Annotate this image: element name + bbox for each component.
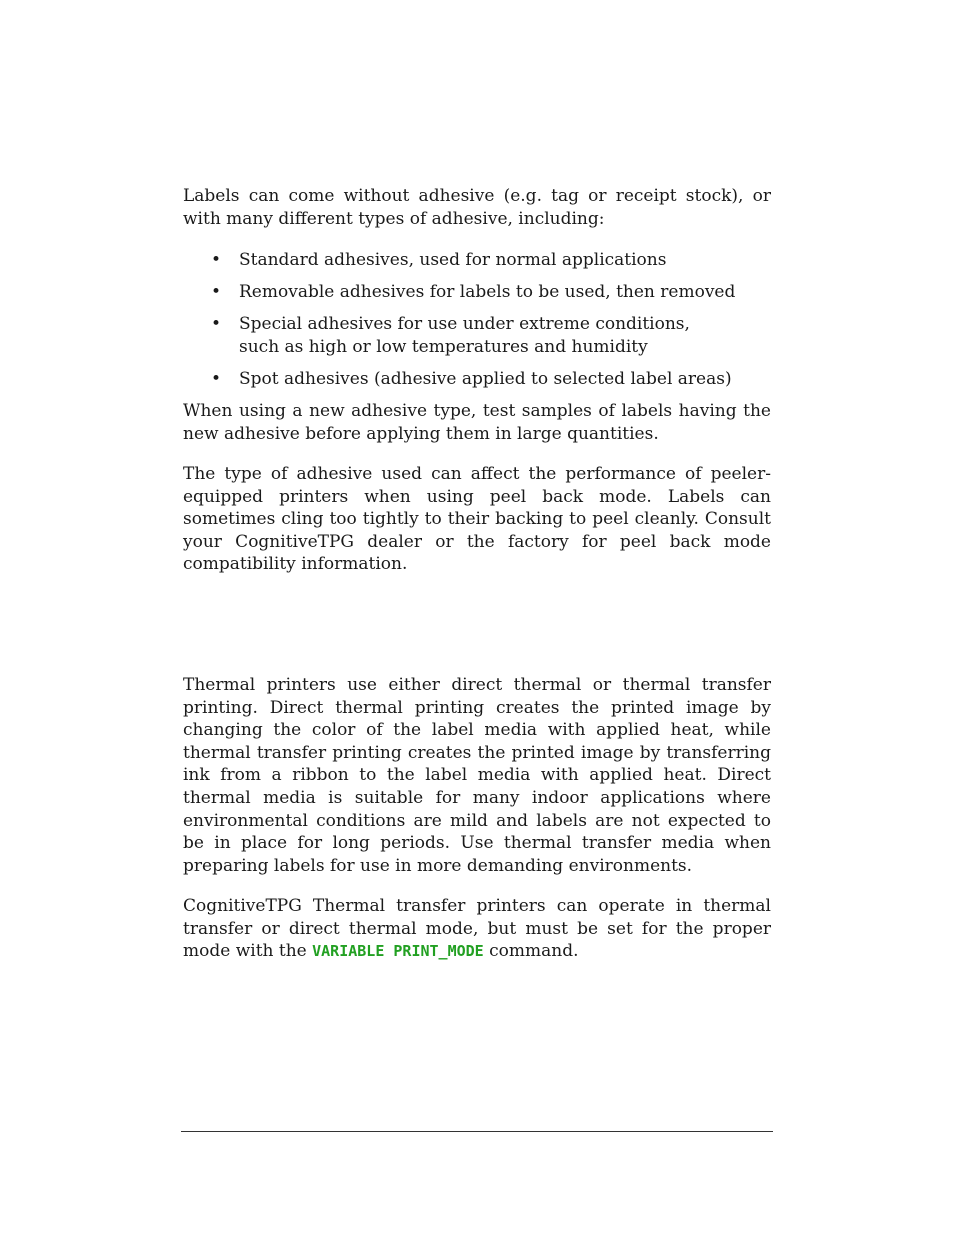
list-item	[183, 281, 771, 304]
bullet-icon: •	[211, 250, 222, 270]
peel-back-paragraph: The type of adhesive used can affect the performance of peeler-equipped printers when using peel back mode. Labels can sometimes cling too tightly to their backing to peel cleanly. Consult your CognitiveTPG dealer or the factory for peel back mode compatibility information.	[183, 464, 771, 575]
print-mode-paragraph	[183, 895, 771, 963]
list-item	[183, 368, 771, 391]
print-mode-text-before: CognitiveTPG Thermal transfer printers can operate in thermal transfer or direct thermal mode, but must be set for the proper mode with the	[183, 896, 771, 962]
list-item-text: Special adhesives for use under extreme conditions, such as high or low temperatures and humidity	[239, 314, 690, 357]
footer-divider	[181, 1131, 773, 1132]
bullet-icon: •	[211, 314, 222, 335]
intro-paragraph: Labels can come without adhesive (e.g. tag or receipt stock), or with many different types of adhesive, including:	[183, 186, 771, 229]
adhesive-list	[183, 249, 771, 400]
list-item-text: Removable adhesives for labels to be used, then removed	[239, 282, 736, 303]
list-item-text: Spot adhesives (adhesive applied to selected label areas)	[239, 368, 732, 389]
bullet-icon: •	[211, 282, 222, 303]
list-item	[183, 313, 709, 358]
thermal-printing-paragraph: Thermal printers use either direct thermal or thermal transfer printing. Direct thermal printing creates the printed image by changing the color of the label media with applied heat, while thermal transfer printing creates the printed image by transferring ink from a ribbon to the label media with applied heat. Direct thermal media is suitable for many indoor applications where environmental conditions are mild and labels are not expected to be in place for long periods. Use thermal transfer media when preparing labels for use in more demanding environments.	[183, 675, 771, 876]
print-mode-text-after: command.	[483, 941, 579, 962]
print-mode-command: VARIABLE PRINT_MODE	[312, 942, 484, 961]
list-item	[183, 249, 771, 272]
list-item-text: Standard adhesives, used for normal applications	[239, 250, 667, 270]
bullet-icon: •	[211, 368, 222, 389]
new-adhesive-paragraph: When using a new adhesive type, test samples of labels having the new adhesive before applying them in large quantities.	[183, 401, 771, 444]
